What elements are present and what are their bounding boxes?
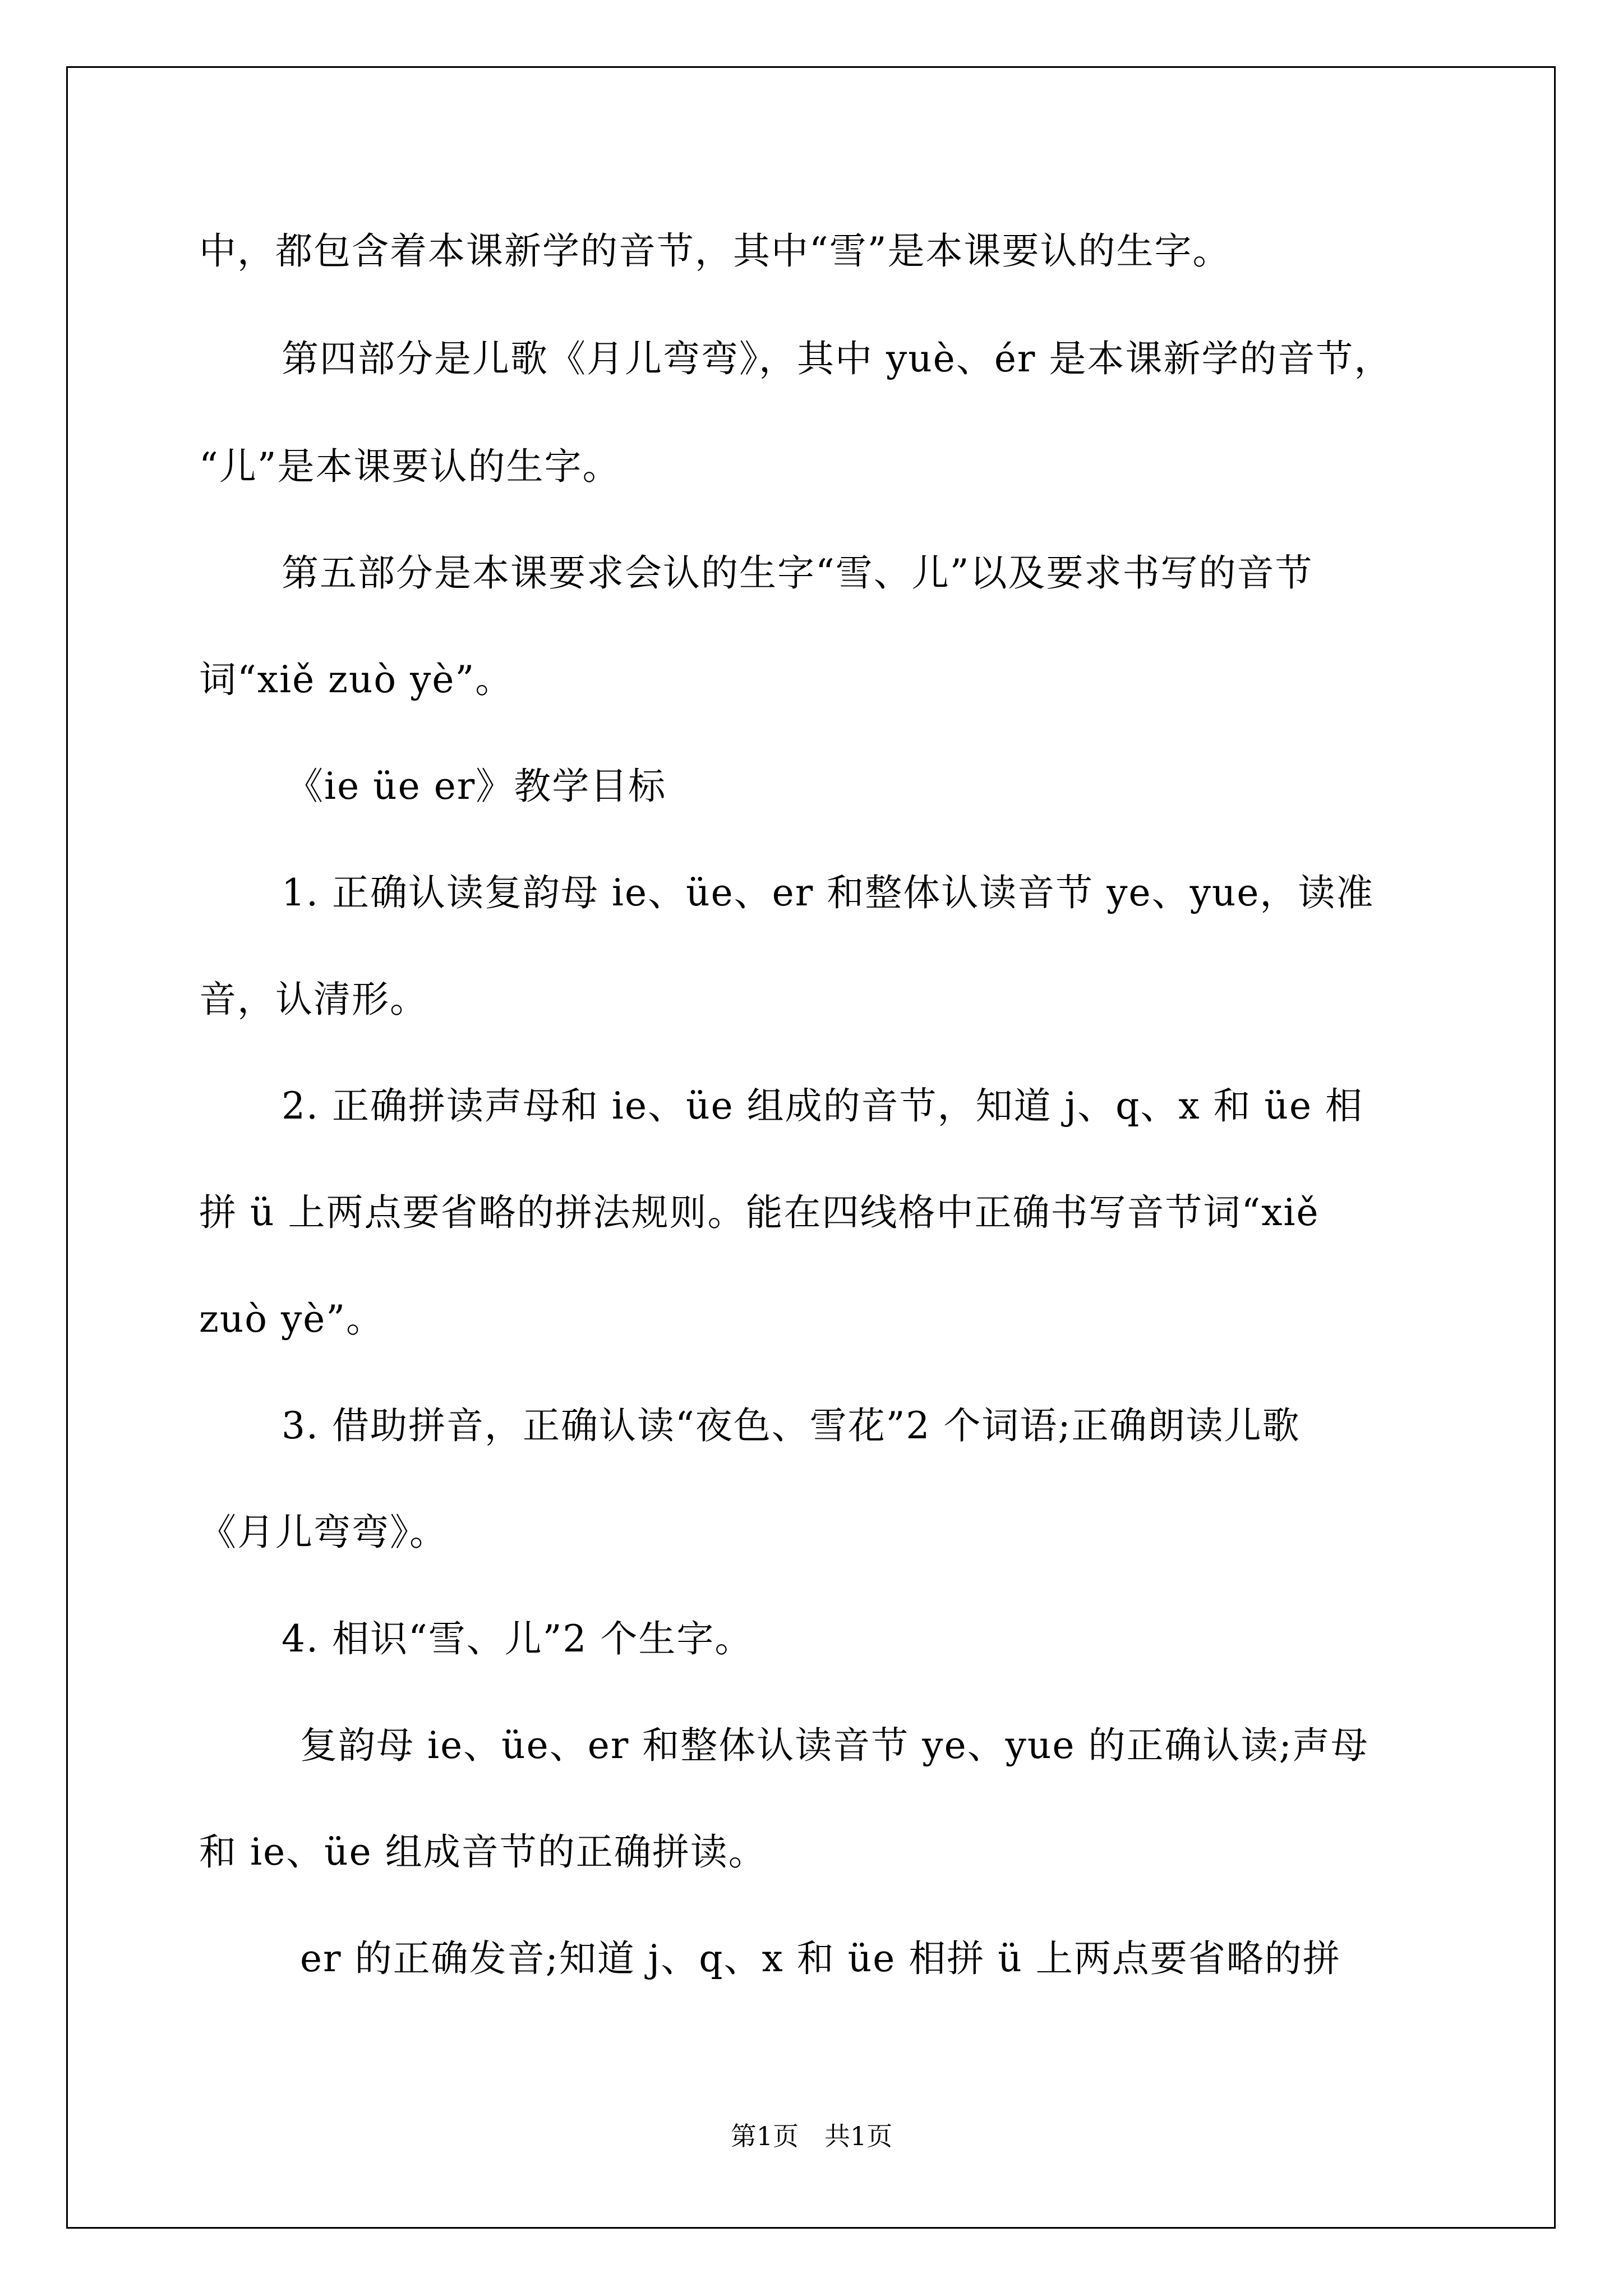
text-line-2: 第四部分是儿歌《月儿弯弯》，其中 yuè、ér 是本课新学的音节， [282, 337, 1393, 380]
text-line-7: 1. 正确认读复韵母 ie、üe、er 和整体认读音节 ye、yue，读准 [282, 871, 1375, 914]
text-line-3: “儿”是本课要认的生字。 [199, 445, 621, 488]
text-line-14: 4. 相识“雪、儿”2 个生字。 [282, 1617, 753, 1660]
page-number-footer: 第1页 共1页 [730, 2121, 893, 2151]
text-line-9: 2. 正确拼读声母和 ie、üe 组成的音节，知道 j、q、x 和 üe 相 [282, 1084, 1364, 1128]
page-border [66, 66, 1556, 2229]
text-line-10: 拼 ü 上两点要省略的拼法规则。能在四线格中正确书写音节词“xiě [199, 1191, 1320, 1234]
section-heading: 《ie üe er》教学目标 [286, 765, 667, 808]
text-line-13: 《月儿弯弯》。 [199, 1511, 448, 1554]
text-line-11: zuò yè”。 [199, 1297, 385, 1341]
text-line-16: 和 ie、üe 组成音节的正确拼读。 [199, 1830, 767, 1874]
text-line-4: 第五部分是本课要求会认的生字“雪、儿”以及要求书写的音节 [282, 551, 1313, 595]
text-line-15: 复韵母 ie、üe、er 和整体认读音节 ye、yue 的正确认读;声母 [300, 1724, 1369, 1767]
text-line-5: 词“xiě zuò yè”。 [199, 658, 514, 701]
text-line-8: 音，认清形。 [199, 978, 428, 1021]
text-line-17: er 的正确发音;知道 j、q、x 和 üe 相拼 ü 上两点要省略的拼 [300, 1937, 1341, 1980]
text-line-1: 中，都包含着本课新学的音节，其中“雪”是本课要认的生字。 [199, 229, 1231, 273]
text-line-12: 3. 借助拼音，正确认读“夜色、雪花”2 个词语;正确朗读儿歌 [282, 1404, 1301, 1447]
